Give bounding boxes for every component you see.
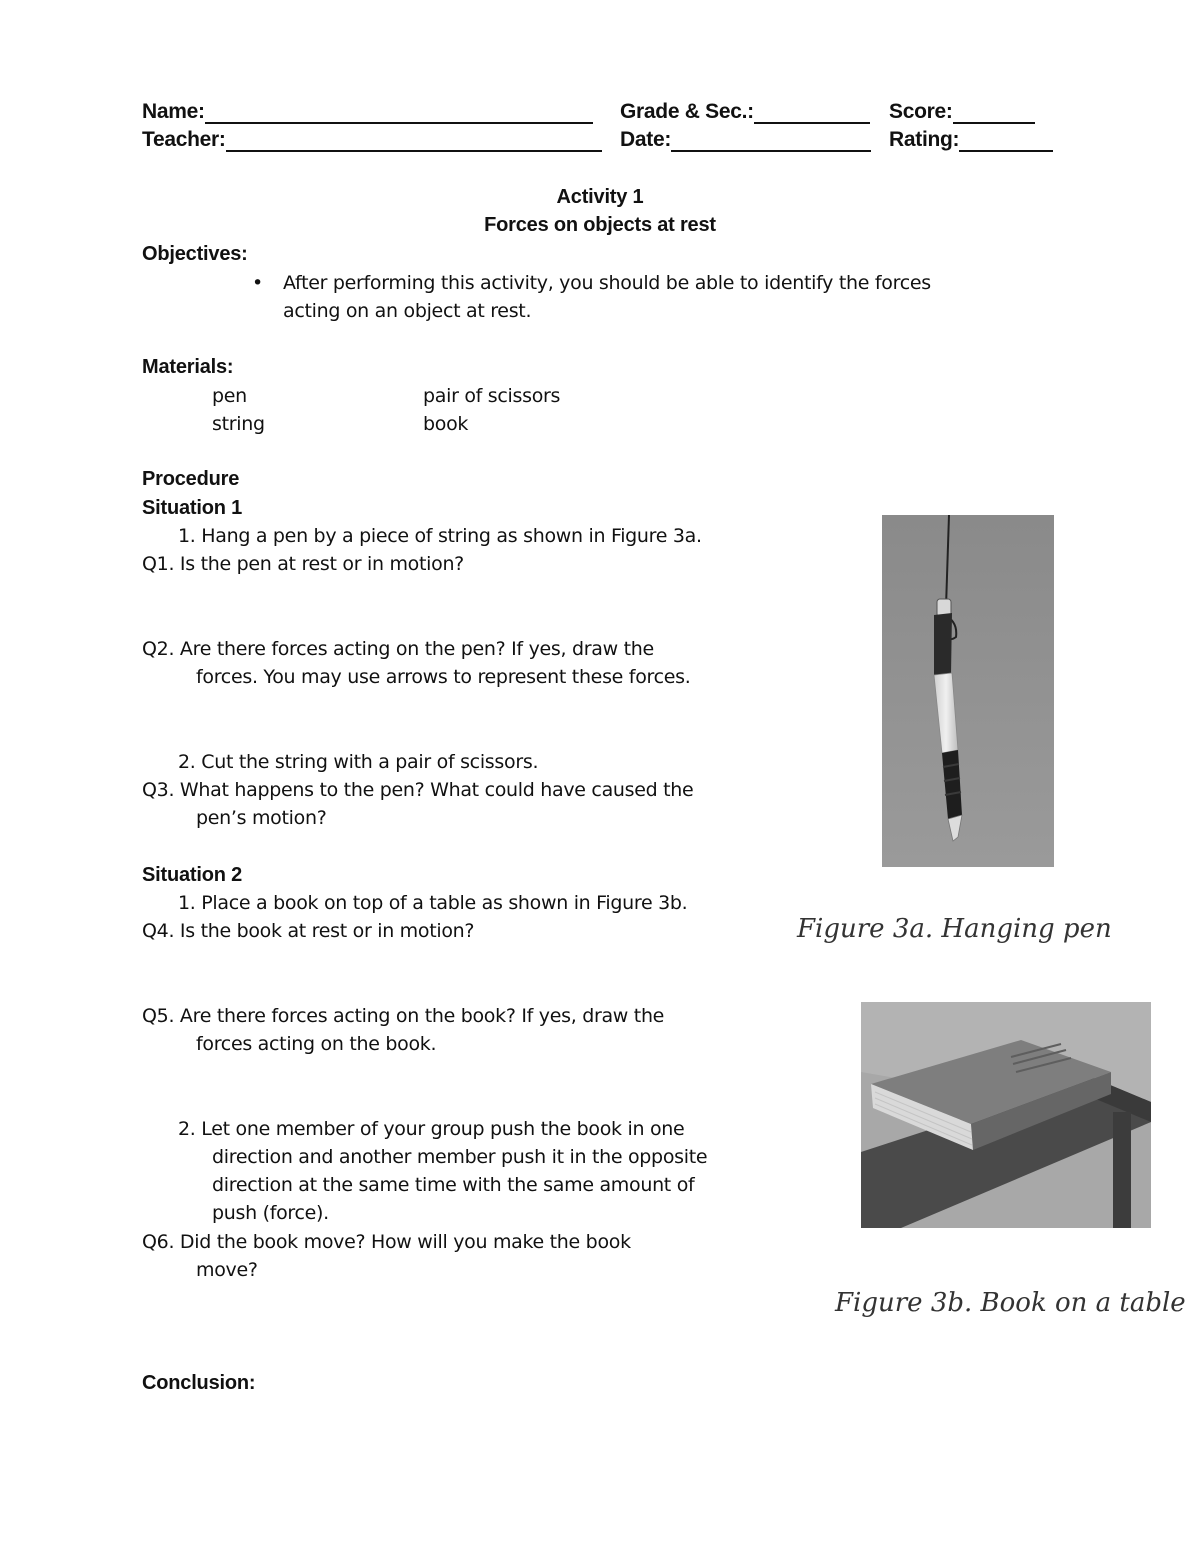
- question-q1: Q1. Is the pen at rest or in motion?: [142, 553, 464, 575]
- name-label: Name:: [142, 100, 205, 123]
- objectives-heading: Objectives:: [142, 243, 248, 265]
- s1-step-2: 2. Cut the string with a pair of scissors.: [178, 751, 539, 773]
- score-label: Score:: [889, 100, 953, 123]
- question-q2-line-1: Q2. Are there forces acting on the pen? If yes, draw the: [142, 638, 654, 660]
- activity-title: Forces on objects at rest: [484, 214, 716, 236]
- question-q3-line-2: pen’s motion?: [196, 807, 327, 829]
- teacher-blank[interactable]: [226, 132, 602, 152]
- teacher-field[interactable]: [142, 128, 602, 152]
- grade-field[interactable]: [620, 100, 870, 124]
- name-field[interactable]: [142, 100, 593, 124]
- conclusion-heading: Conclusion:: [142, 1372, 256, 1394]
- rating-blank[interactable]: [959, 132, 1053, 152]
- material-item: pen: [212, 385, 247, 407]
- question-q6-line-2: move?: [196, 1259, 258, 1281]
- figure-3a-hanging-pen-photo: [882, 515, 1054, 867]
- material-item: string: [212, 413, 265, 435]
- question-q3-line-1: Q3. What happens to the pen? What could have caused the: [142, 779, 694, 801]
- grade-label: Grade & Sec.:: [620, 100, 754, 123]
- procedure-heading: Procedure: [142, 468, 240, 490]
- question-q5-line-2: forces acting on the book.: [196, 1033, 437, 1055]
- situation2-heading: Situation 2: [142, 864, 243, 886]
- objective-line-2: acting on an object at rest.: [283, 300, 532, 322]
- s2-step-2-line-4: push (force).: [212, 1202, 329, 1224]
- grade-blank[interactable]: [754, 104, 870, 124]
- score-blank[interactable]: [953, 104, 1035, 124]
- activity-number: Activity 1: [556, 186, 644, 208]
- question-q4: Q4. Is the book at rest or in motion?: [142, 920, 475, 942]
- score-field[interactable]: [889, 100, 1035, 124]
- figure-3b-book-on-table-photo: [861, 1002, 1151, 1228]
- s1-step-1: 1. Hang a pen by a piece of string as shown in Figure 3a.: [178, 525, 702, 547]
- teacher-label: Teacher:: [142, 128, 226, 151]
- question-q5-line-1: Q5. Are there forces acting on the book? If yes, draw the: [142, 1005, 665, 1027]
- figure-3b-caption: Figure 3b. Book on a table: [835, 1288, 1186, 1318]
- objective-line-1: After performing this activity, you should be able to identify the forces: [283, 272, 931, 294]
- question-q6-line-1: Q6. Did the book move? How will you make the book: [142, 1231, 631, 1253]
- bullet-icon: •: [252, 272, 263, 294]
- question-q2-line-2: forces. You may use arrows to represent these forces.: [196, 666, 691, 688]
- date-field[interactable]: [620, 128, 871, 152]
- figure-3a-caption: Figure 3a. Hanging pen: [797, 914, 1112, 944]
- date-label: Date:: [620, 128, 672, 151]
- rating-label: Rating:: [889, 128, 960, 151]
- rating-field[interactable]: [889, 128, 1053, 152]
- date-blank[interactable]: [671, 132, 871, 152]
- material-item: book: [423, 413, 469, 435]
- material-item: pair of scissors: [423, 385, 561, 407]
- materials-heading: Materials:: [142, 356, 234, 378]
- situation1-heading: Situation 1: [142, 497, 243, 519]
- s2-step-2-line-1: 2. Let one member of your group push the book in one: [178, 1118, 685, 1140]
- s2-step-2-line-2: direction and another member push it in the opposite: [212, 1146, 708, 1168]
- s2-step-2-line-3: direction at the same time with the same amount of: [212, 1174, 695, 1196]
- s2-step-1: 1. Place a book on top of a table as shown in Figure 3b.: [178, 892, 688, 914]
- name-blank[interactable]: [205, 104, 593, 124]
